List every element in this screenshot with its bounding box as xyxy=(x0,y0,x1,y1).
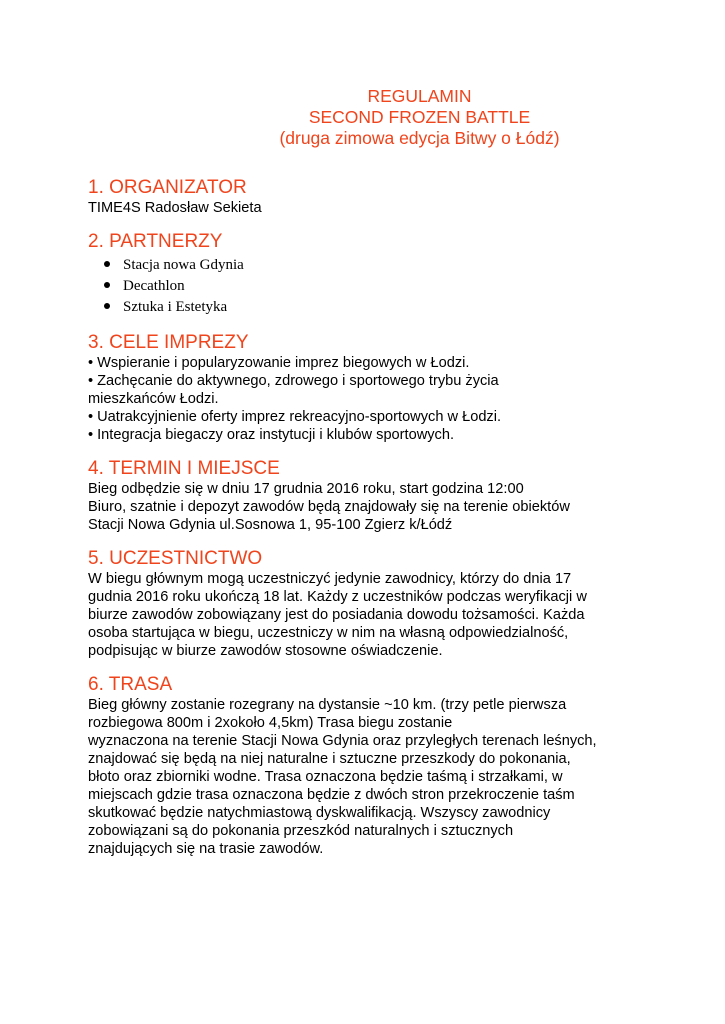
goal-text: Zachęcanie do aktywnego, zdrowego i sportowego trybu życia xyxy=(97,373,499,389)
section-organizer xyxy=(88,177,648,217)
document-page xyxy=(88,86,648,858)
text-line: wyznaczona na terenie Stacji Nowa Gdynia oraz przyległych terenach leśnych, xyxy=(88,733,597,749)
goal-text: mieszkańców Łodzi. xyxy=(88,391,219,407)
title-line-2: SECOND FROZEN BATTLE xyxy=(308,107,531,127)
text-line: biurze zawodów zobowiązany jest do posiadania dowodu tożsamości. Każda xyxy=(88,607,585,623)
list-item xyxy=(104,297,648,318)
text-line: błoto oraz zbiorniki wodne. Trasa oznaczona będzie taśmą i strzałkami, w xyxy=(88,769,563,785)
goal-text: Uatrakcyjnienie oferty imprez rekreacyjno-sportowych w Łodzi. xyxy=(97,409,502,425)
section-partners xyxy=(88,231,648,318)
goal-text: Integracja biegaczy oraz instytucji i klubów sportowych. xyxy=(97,427,455,443)
section-goals xyxy=(88,332,648,444)
list-item xyxy=(104,255,648,276)
section-heading-date-place: 4. TERMIN I MIEJSCE xyxy=(88,458,280,479)
goals-list xyxy=(88,354,648,444)
text-line: zobowiązani są do pokonania przeszkód naturalnych i sztucznych xyxy=(88,823,514,839)
section-heading-goals: 3. CELE IMPREZY xyxy=(88,332,249,353)
list-item xyxy=(88,426,648,444)
section-heading-organizer: 1. ORGANIZATOR xyxy=(88,177,247,198)
text-line: Biuro, szatnie i depozyt zawodów będą znajdowały się na terenie obiektów xyxy=(88,499,570,515)
text-line: znajdujących się na trasie zawodów. xyxy=(88,841,324,857)
section-heading-route: 6. TRASA xyxy=(88,674,173,695)
list-item-continuation xyxy=(88,390,648,408)
text-line: skutkować będzie natychmiastową dyskwalifikacją. Wszyscy zawodnicy xyxy=(88,805,551,821)
text-line: Bieg odbędzie się w dniu 17 grudnia 2016 roku, start godzina 12:00 xyxy=(88,481,524,497)
section-route xyxy=(88,674,648,858)
partner-name: Sztuka i Estetyka xyxy=(123,299,228,315)
document-title xyxy=(172,86,667,149)
partner-name: Decathlon xyxy=(123,278,185,294)
date-place-paragraph xyxy=(88,480,648,534)
text-line: podpisując w biurze zawodów stosowne oświadczenie. xyxy=(88,643,443,659)
section-date-place xyxy=(88,458,648,534)
list-item xyxy=(88,354,648,372)
text-line: znajdować się będą na niej naturalne i sztuczne przeszkody do pokonania, xyxy=(88,751,571,767)
text-line: miejscach gdzie trasa oznaczona będzie z dwóch stron przekroczenie taśm xyxy=(88,787,575,803)
bullet-icon xyxy=(104,282,110,288)
title-line-3: (druga zimowa edycja Bitwy o Łódź) xyxy=(279,128,560,148)
text-line: W biegu głównym mogą uczestniczyć jedynie zawodnicy, którzy do dnia 17 xyxy=(88,571,572,587)
bullet-icon: • xyxy=(88,373,94,389)
list-item xyxy=(88,408,648,426)
organizer-text: TIME4S Radosław Sekieta xyxy=(88,200,262,216)
partner-name: Stacja nowa Gdynia xyxy=(123,257,244,273)
text-line: Bieg główny zostanie rozegrany na dystansie ~10 km. (trzy petle pierwsza xyxy=(88,697,567,713)
bullet-icon: • xyxy=(88,427,94,443)
list-item xyxy=(88,372,648,390)
section-heading-partners: 2. PARTNERZY xyxy=(88,231,223,252)
bullet-icon: • xyxy=(88,355,94,371)
participants-paragraph xyxy=(88,570,648,660)
bullet-icon: • xyxy=(88,409,94,425)
list-item xyxy=(104,276,648,297)
text-line: osoba startująca w biegu, uczestniczy w nim na własną odpowiedzialność, xyxy=(88,625,569,641)
text-line: Stacji Nowa Gdynia ul.Sosnowa 1, 95-100 Zgierz k/Łódź xyxy=(88,517,453,533)
section-heading-participants: 5. UCZESTNICTWO xyxy=(88,548,263,569)
text-line: gudnia 2016 roku ukończą 18 lat. Każdy z uczestników podczas weryfikacji w xyxy=(88,589,587,605)
title-line-1: REGULAMIN xyxy=(367,86,472,106)
text-line: rozbiegowa 800m i 2xokoło 4,5km) Trasa biegu zostanie xyxy=(88,715,453,731)
route-paragraph xyxy=(88,696,648,858)
bullet-icon xyxy=(104,261,110,267)
partners-list xyxy=(88,255,648,318)
goal-text: Wspieranie i popularyzowanie imprez biegowych w Łodzi. xyxy=(97,355,470,371)
section-participants xyxy=(88,548,648,660)
bullet-icon xyxy=(104,303,110,309)
